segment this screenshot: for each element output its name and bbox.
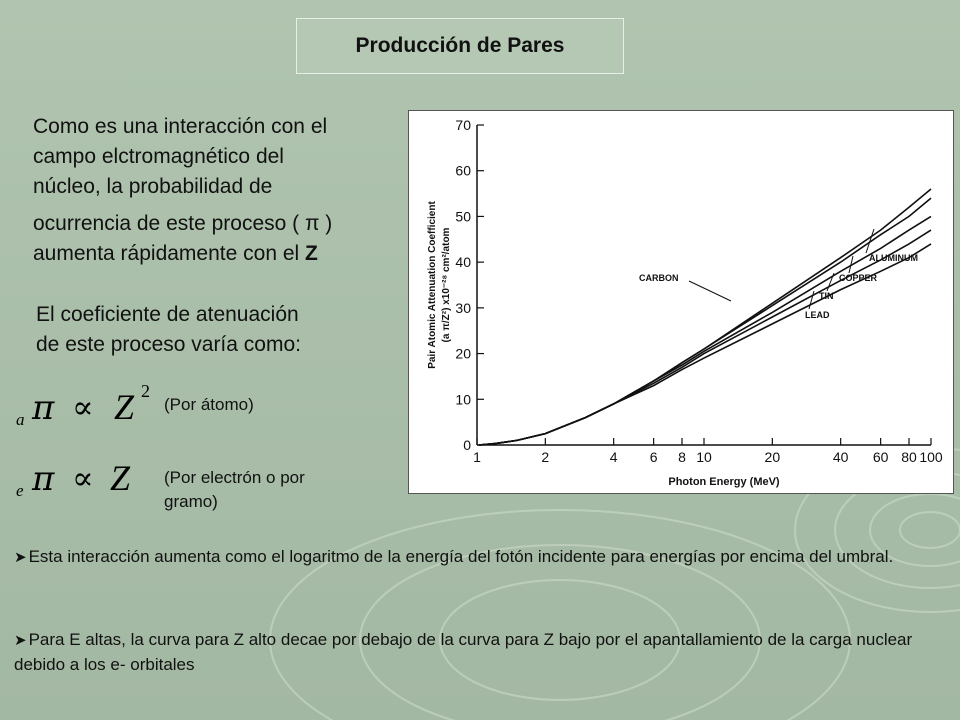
series-labels	[639, 229, 918, 320]
series-label: COPPER	[839, 273, 878, 283]
series-line-copper	[479, 216, 931, 445]
bullet-arrow-icon: ➤	[14, 549, 27, 566]
formula-electron	[10, 450, 160, 505]
formula-pi: π	[32, 388, 55, 428]
y-tick-label: 70	[455, 117, 471, 133]
formula-pi: π	[32, 459, 55, 499]
x-tick-label: 10	[696, 449, 712, 465]
y-tick-label: 0	[463, 437, 471, 453]
x-tick-label: 20	[764, 449, 781, 465]
bullet-item	[14, 545, 944, 570]
x-ticks	[473, 438, 943, 465]
coef-line: de este proceso varía como:	[36, 333, 301, 356]
series-lines	[479, 189, 931, 445]
bullet-text: Para E altas, la curva para Z alto decae por debajo de la curva para Z bajo por el apantallamiento de la carga nuclear debido a los e- orbitales	[14, 630, 913, 674]
x-tick-label: 8	[678, 449, 686, 465]
x-axis-label: Photon Energy (MeV)	[668, 476, 780, 488]
y-tick-label: 40	[455, 254, 471, 271]
bullet-text: Esta interacción aumenta como el logaritmo de la energía del fotón incidente para energías por encima del umbral.	[28, 547, 894, 566]
x-tick-label: 60	[872, 449, 889, 465]
x-tick-label: 100	[919, 449, 943, 465]
note-electron	[164, 466, 305, 514]
y-tick-label: 30	[455, 299, 471, 316]
series-line-aluminum	[479, 198, 931, 445]
coefficient-text	[36, 300, 366, 360]
intro-line: Como es una interacción con el	[33, 115, 328, 138]
note-atom: (Por átomo)	[164, 395, 254, 414]
x-tick-label: 40	[832, 449, 849, 465]
pair-production-chart	[408, 110, 954, 494]
y-tick-label: 50	[455, 208, 471, 225]
intro-line: campo elctromagnético del	[33, 145, 284, 168]
formula-z: Z	[110, 458, 131, 498]
series-line-carbon	[479, 189, 931, 445]
y-tick-label: 10	[455, 391, 471, 408]
intro-paragraph	[33, 112, 408, 269]
note-line: gramo)	[164, 492, 218, 511]
intro-z: Z	[305, 242, 318, 265]
bullet-item	[14, 628, 944, 677]
note-line: (Por electrón o por	[164, 468, 305, 487]
formula-exponent: 2	[141, 381, 150, 401]
intro-line	[33, 239, 408, 269]
y-axis-label: Pair Atomic Attenuation Coefficient	[427, 201, 438, 369]
series-label: TIN	[819, 291, 834, 301]
intro-line-text: aumenta rápidamente con el	[33, 242, 306, 265]
chart-svg	[409, 111, 953, 493]
y-axis-label-units: (a π/Z²) x10⁻²⁸ cm²/atom	[441, 227, 452, 343]
x-tick-label: 80	[901, 449, 917, 465]
series-line-tin	[479, 230, 931, 445]
series-label: CARBON	[639, 273, 679, 283]
x-tick-label: 4	[609, 449, 618, 465]
x-tick-label: 2	[541, 449, 550, 465]
intro-line: ocurrencia de este proceso ( π )	[33, 212, 333, 235]
intro-line: núcleo, la probabilidad de	[33, 175, 273, 198]
coef-line: El coeficiente de atenuación	[36, 303, 299, 326]
series-label: LEAD	[805, 310, 830, 320]
label-leader	[827, 273, 834, 291]
x-tick-label: 1	[473, 449, 481, 465]
y-tick-label: 20	[455, 345, 471, 362]
y-tick-label: 60	[455, 162, 471, 179]
formula-sub: e	[16, 481, 24, 500]
formula-sub: a	[16, 410, 25, 429]
formula-z: Z	[114, 387, 135, 427]
formula-atom	[10, 375, 160, 435]
series-label: ALUMINUM	[869, 253, 918, 263]
y-ticks	[455, 117, 484, 453]
slide-title: Producción de Pares	[296, 18, 624, 74]
formula-prop: ∝	[72, 459, 94, 497]
label-leader	[809, 291, 814, 309]
x-tick-label: 6	[649, 449, 658, 465]
formula-prop: ∝	[72, 388, 94, 426]
label-leader	[689, 281, 731, 301]
bullet-arrow-icon: ➤	[14, 632, 27, 649]
